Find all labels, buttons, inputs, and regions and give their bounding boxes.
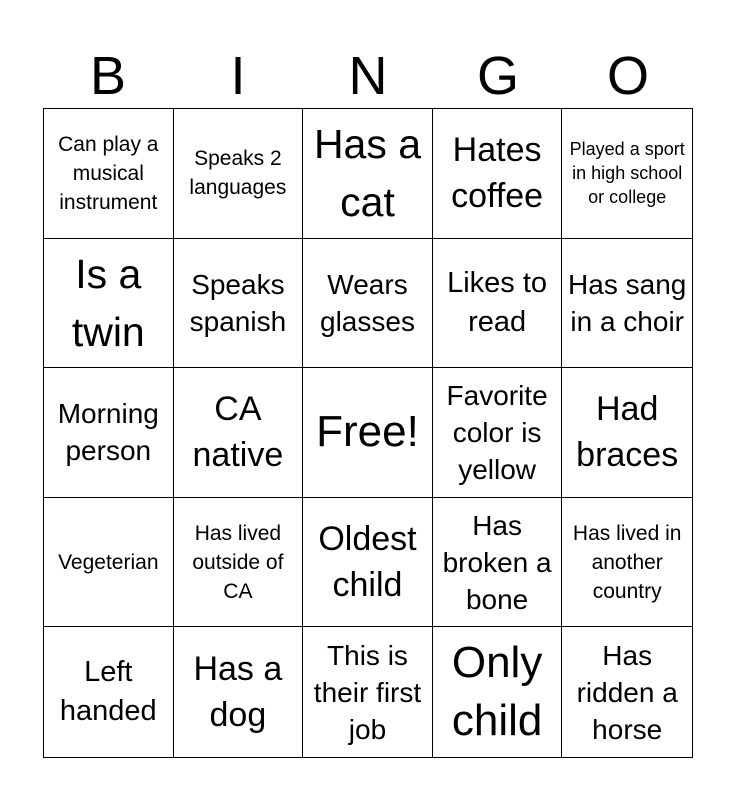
square-label: Morning person (57, 398, 159, 467)
bingo-square-r1-c2[interactable] (174, 109, 304, 239)
bingo-square-r5-c3[interactable] (303, 627, 433, 757)
square-label: Vegeterian (58, 550, 159, 574)
square-label: Had braces (576, 390, 679, 475)
square-label: Speaks 2 languages (189, 147, 287, 200)
bingo-square-r1-c1[interactable] (44, 109, 174, 239)
bingo-square-r1-c3[interactable] (303, 109, 433, 239)
square-label: Is a twin (71, 250, 145, 355)
bingo-header (43, 44, 693, 108)
square-label: Hates coffee (451, 131, 544, 216)
bingo-square-r4-c4[interactable] (433, 498, 563, 628)
bingo-square-r3-c1[interactable] (44, 368, 174, 498)
square-label: Speaks spanish (189, 268, 287, 337)
square-label: Only child (451, 638, 543, 746)
bingo-square-r4-c3[interactable] (303, 498, 433, 628)
bingo-square-r5-c1[interactable] (44, 627, 174, 757)
header-letter-b: B (89, 46, 127, 106)
header-letter-i: I (230, 46, 246, 106)
bingo-square-r5-c4[interactable] (433, 627, 563, 757)
bingo-square-r1-c5[interactable] (562, 109, 692, 239)
bingo-square-r2-c2[interactable] (174, 239, 304, 369)
bingo-square-r2-c5[interactable] (562, 239, 692, 369)
square-label: Has broken a bone (442, 509, 552, 615)
bingo-square-r3-c5[interactable] (562, 368, 692, 498)
bingo-square-r3-c2[interactable] (174, 368, 304, 498)
header-letter-o: O (606, 46, 649, 106)
square-label: Free! (316, 407, 419, 457)
bingo-square-r1-c4[interactable] (433, 109, 563, 239)
bingo-square-r4-c2[interactable] (174, 498, 304, 628)
square-label: Has sang in a choir (568, 268, 687, 337)
square-label: This is their first job (313, 639, 422, 745)
square-label: Has lived in another country (572, 521, 682, 603)
bingo-square-r3-c4[interactable] (433, 368, 563, 498)
bingo-square-r5-c2[interactable] (174, 627, 304, 757)
square-label: Left handed (59, 656, 157, 728)
square-label: Favorite color is yellow (446, 379, 548, 485)
free-square[interactable] (303, 368, 433, 498)
bingo-square-r5-c5[interactable] (562, 627, 692, 757)
header-letter-n: N (348, 46, 388, 106)
square-label: Has a cat (313, 121, 422, 226)
square-label: Has lived outside of CA (192, 521, 284, 603)
header-letter-g: G (476, 46, 519, 106)
square-label: Wears glasses (320, 268, 415, 337)
square-label: CA native (192, 390, 284, 475)
bingo-square-r4-c1[interactable] (44, 498, 174, 628)
square-label: Has ridden a horse (576, 639, 678, 745)
bingo-square-r2-c4[interactable] (433, 239, 563, 369)
bingo-square-r2-c3[interactable] (303, 239, 433, 369)
square-label: Likes to read (447, 266, 548, 338)
bingo-square-r2-c1[interactable] (44, 239, 174, 369)
bingo-card (43, 108, 693, 758)
square-label: Can play a musical instrument (58, 132, 159, 214)
square-label: Has a dog (193, 650, 283, 735)
square-label: Played a sport in high school or college (569, 139, 685, 208)
square-label: Oldest child (318, 520, 417, 605)
bingo-square-r4-c5[interactable] (562, 498, 692, 628)
